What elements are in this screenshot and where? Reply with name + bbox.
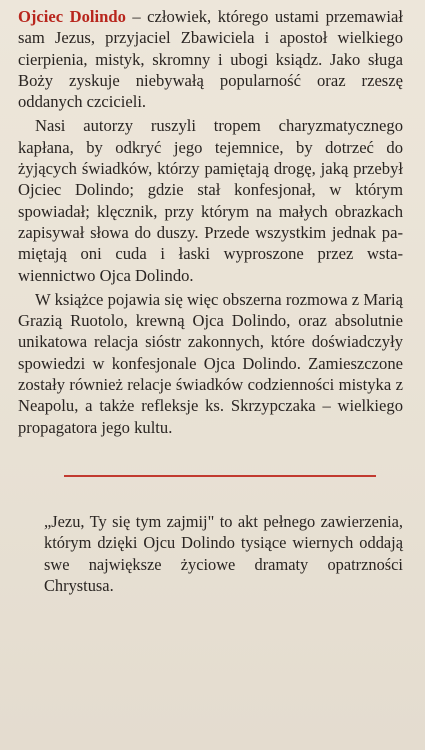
paragraph-intro-text: – człowiek, którego ustami przemawiał sam Jezus, przyjaciel Zbawiciela i apostoł wielkiego cierpienia, mistyk, skromny i ubogi ksiądz. Jako sługa Boży zyskuje niebywałą popularność oraz rzeszę oddanych czcicieli. [18,7,403,112]
paragraph-authors: Nasi autorzy ruszyli tropem charyzmatycznego kapłana, by odkryć jego tejemnice, by dotrzeć do żyjących świadków, którzy pamiętają drogę, jaką przebył Ojciec Dolindo; gdzie stał konfesjonał, w którym spowiadał; klęcznik, przy którym na małych obrazkach zapisywał słowa do duszy. Przede wszystkim jednak pamiętają oni cuda i łaski wyproszone przez wstawiennictwo Ojca Dolindo. [18,116,403,285]
divider-line [64,475,376,477]
lead-name: Ojciec Dolindo [18,7,126,26]
paragraph-intro [18,6,403,112]
closing-quote: „Jezu, Ty się tym zajmij" to akt pełnego zawierzenia, którym dzięki Ojcu Dolindo tysiące wiernych oddają swe największe życiowe dramaty opatrzności Chrystusa. [44,511,403,596]
paragraph-book-contents: W książce pojawia się więc obszerna rozmowa z Marią Grazią Ruotolo, krewną Ojca Dolindo, oraz absolutnie unikatowa relacja sióstr zakonnych, które doświadczyły spowiedzi w konfesjonale Ojca Dolindo. Zamieszczone zostały również relacje świadków codzienności mistyka z Neapolu, a także refleksje ks. Skrzypczaka – wielkiego propagatora jego kultu. [18,289,403,437]
